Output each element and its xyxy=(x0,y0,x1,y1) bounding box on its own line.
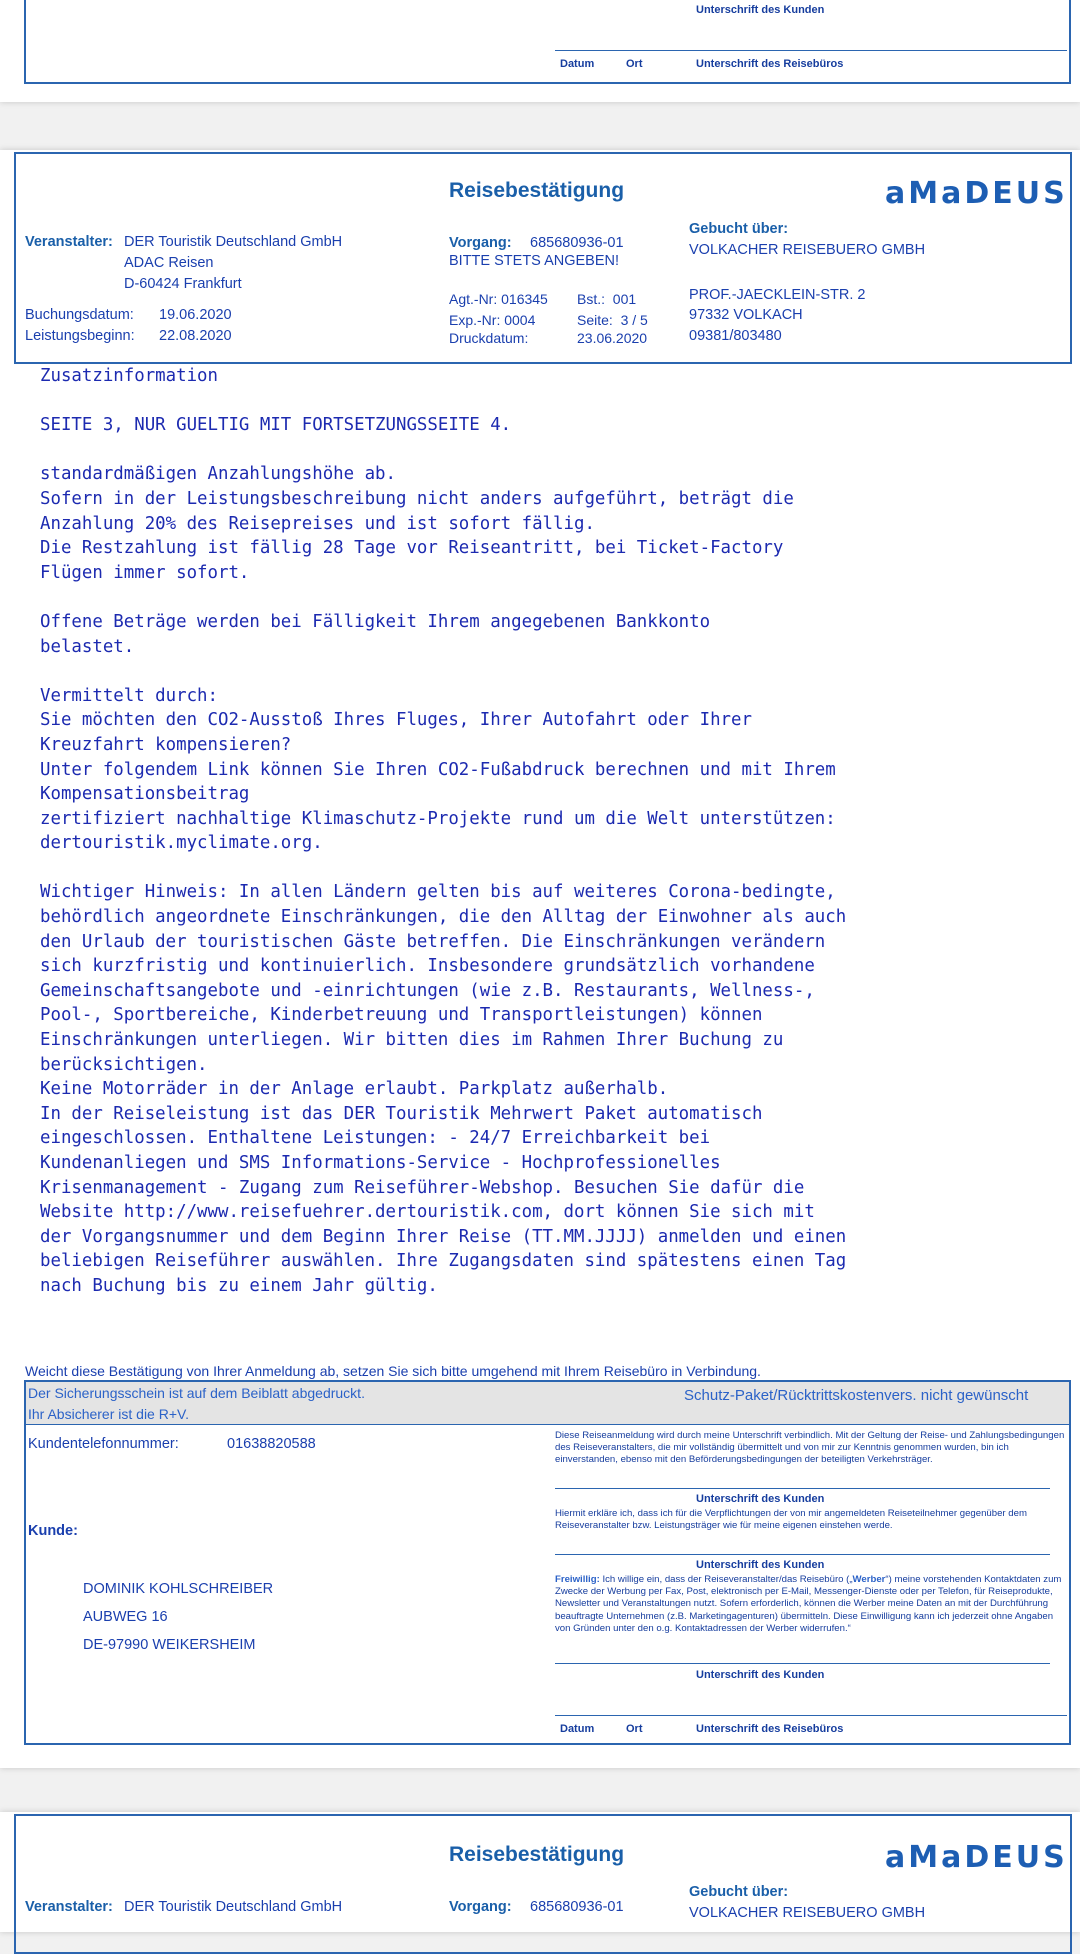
body-line: Kompensationsbeitrag xyxy=(40,784,250,805)
previous-page-signature-box xyxy=(24,0,1071,84)
consent-werber: Werber xyxy=(852,1574,886,1585)
previous-place-label: Ort xyxy=(626,58,643,70)
terms-text: Diese Reiseanmeldung wird durch meine Unterschrift verbindlich. Mit der Geltung der Reise- und Zahlungsbedingungen des Reiseveranstalters, die mir vollständig übermittelt und von mir zur Kenntnis genommen wurden, bin ich einverstanden, ebenso mit den Beförderungsbedingungen der beteiligten Verkehrsträger. xyxy=(555,1430,1065,1466)
body-line: Sie möchten den CO2-Ausstoß Ihres Fluges, Ihrer Autofahrt oder Ihrer xyxy=(40,710,752,731)
booking-date-label: Buchungsdatum: xyxy=(25,307,134,323)
service-start-date: 22.08.2020 xyxy=(159,328,232,344)
body-text xyxy=(40,364,846,1299)
body-line: dertouristik.myclimate.org. xyxy=(40,833,323,854)
body-line: behördlich angeordnete Einschränkungen, die den Alltag der Einwohner als auch xyxy=(40,907,847,928)
next-document-title: Reisebestätigung xyxy=(449,1843,625,1866)
expedient-number: Exp.-Nr: 0004 xyxy=(449,312,536,328)
consent-text-part-2: “) meine vorstehenden Kontaktdaten zum Zwecke der Werbung per Fax, Post, elektronisch per E-Mail, Messenger-Dienste oder per Telefon, für Reiseprodukte, Newsletter und Veranstaltungen nutzt. Sofern erforderlich, können die Werber meine Daten an mit der Durchführung beauftragte Unternehmen (z.B. Marketingagenturen) übermitteln. Diese Einwilligung kann ich jederzeit ohne Angaben von Gründen unter den o.g. Kontaktadressen der Werber widerrufen.“ xyxy=(555,1574,1062,1634)
customer-signature-line-1 xyxy=(555,1488,1050,1489)
body-line: standardmäßigen Anzahlungshöhe ab. xyxy=(40,464,396,485)
grey-band-divider xyxy=(26,1424,1069,1425)
body-line: Kundenanliegen und SMS Informations-Service - Hochprofessionelles xyxy=(40,1153,721,1173)
body-line: SEITE 3, NUR GUELTIG MIT FORTSETZUNGSSEITE 4. xyxy=(40,415,512,436)
previous-date-label: Datum xyxy=(560,58,595,70)
customer-signature-label-3: Unterschrift des Kunden xyxy=(696,1669,825,1681)
organizer-label: Veranstalter: xyxy=(25,234,113,250)
process-number: 685680936-01 xyxy=(530,235,624,251)
body-line: Die Restzahlung ist fällig 28 Tage vor Reiseantritt, bei Ticket-Factory xyxy=(40,538,784,559)
agency-signature-line xyxy=(555,1715,1067,1716)
body-line: den Urlaub der touristischen Gäste betreffen. Die Einschränkungen verändern xyxy=(40,931,826,952)
customer-label-text: Kunde xyxy=(28,1523,74,1539)
customer-signature-line-2 xyxy=(555,1554,1050,1555)
body-line: In der Reiseleistung ist das DER Touristik Mehrwert Paket automatisch xyxy=(40,1103,763,1124)
next-agency-name: VOLKACHER REISEBUERO GMBH xyxy=(689,1905,926,1921)
insurer-note: Ihr Absicherer ist die R+V. xyxy=(28,1406,189,1422)
body-line xyxy=(40,585,846,610)
previous-page xyxy=(0,0,1080,102)
body-line xyxy=(40,389,846,414)
print-date-label: Druckdatum: xyxy=(449,330,529,346)
body-line: Website http://www.reisefuehrer.dertouristik.com, dort können Sie sich mit xyxy=(40,1202,815,1223)
process-note: BITTE STETS ANGEBEN! xyxy=(449,253,620,269)
agency-signature-label: Unterschrift des Reisebüros xyxy=(696,1723,844,1735)
body-line: Offene Beträge werden bei Fälligkeit Ihrem angegebenen Bankkonto xyxy=(40,611,711,632)
body-line: der Vorgangsnummer und dem Beginn Ihrer Reise (TT.MM.JJJJ) anmelden und einen xyxy=(40,1226,847,1247)
body-line: Vermittelt durch: xyxy=(40,685,218,706)
page-indicator: Seite: 3 / 5 xyxy=(577,312,648,328)
body-line: Sofern in der Leistungsbeschreibung nicht anders aufgeführt, beträgt die xyxy=(40,488,794,509)
customer-signature-label-1: Unterschrift des Kunden xyxy=(696,1493,825,1505)
deviation-note: Weicht diese Bestätigung von Ihrer Anmeldung ab, setzen Sie sich bitte umgehend mit Ihrem Reisebüro in Verbindung. xyxy=(25,1363,761,1379)
organizer-city: D-60424 Frankfurt xyxy=(124,276,242,292)
body-line: Keine Motorräder in der Anlage erlaubt. Parkplatz außerhalb. xyxy=(40,1079,669,1100)
agency-city: 97332 VOLKACH xyxy=(689,307,803,323)
document-title: Reisebestätigung xyxy=(449,179,625,202)
body-line: Wichtiger Hinweis: In allen Ländern gelten bis auf weiteres Corona-bedingte, xyxy=(40,882,836,903)
service-start-label: Leistungsbeginn: xyxy=(25,328,135,344)
body-line: Pool-, Sportbereiche, Kinderbetreuung und Transportleistungen) können xyxy=(40,1005,763,1026)
body-line: eingeschlossen. Enthaltene Leistungen: - 24/7 Erreichbarkeit bei xyxy=(40,1128,711,1149)
next-booked-via-label: Gebucht über: xyxy=(689,1884,789,1900)
body-line: Anzahlung 20% des Reisepreises und ist sofort fällig. xyxy=(40,513,595,534)
organizer-brand: ADAC Reisen xyxy=(124,255,214,271)
agency-name: VOLKACHER REISEBUERO GMBH xyxy=(689,242,926,258)
previous-signature-line xyxy=(555,50,1067,51)
agent-number: Agt.-Nr: 016345 xyxy=(449,291,548,307)
customer-signature-line-3 xyxy=(555,1663,1050,1664)
customer-signature-label-2: Unterschrift des Kunden xyxy=(696,1559,825,1571)
consent-text-part-1: Ich willige ein, dass der Reiseveranstalter/das Reisebüro („ xyxy=(599,1574,853,1585)
organizer-name: DER Touristik Deutschland GmbH xyxy=(124,234,343,250)
next-process-label: Vorgang: xyxy=(449,1899,512,1915)
body-line xyxy=(40,659,846,684)
date-label: Datum xyxy=(560,1723,595,1735)
body-line: zertifiziert nachhaltige Klimaschutz-Projekte rund um die Welt unterstützen: xyxy=(40,808,836,829)
print-date: 23.06.2020 xyxy=(577,330,648,346)
body-line xyxy=(40,856,846,881)
booking-date: 19.06.2020 xyxy=(159,307,232,323)
document-page xyxy=(0,150,1080,1768)
body-line: berücksichtigen. xyxy=(40,1054,208,1075)
office-number: Bst.: 001 xyxy=(577,291,637,307)
customer-city: DE-97990 WEIKERSHEIM xyxy=(83,1637,256,1653)
customer-label: Kunde: xyxy=(28,1523,78,1539)
next-organizer-name: DER Touristik Deutschland GmbH xyxy=(124,1899,343,1915)
body-line: belastet. xyxy=(40,636,135,657)
body-line: Zusatzinformation xyxy=(40,366,218,386)
security-note: Der Sicherungsschein ist auf dem Beiblatt abgedruckt. xyxy=(28,1385,365,1401)
consent-text xyxy=(555,1574,1065,1635)
place-label: Ort xyxy=(626,1723,643,1735)
next-page xyxy=(0,1812,1080,1932)
customer-street: AUBWEG 16 xyxy=(83,1609,168,1625)
protection-note: Schutz-Paket/Rücktrittskostenvers. nicht gewünscht xyxy=(684,1387,1029,1404)
previous-agency-signature-label: Unterschrift des Reisebüros xyxy=(696,58,844,70)
customer-phone: 01638820588 xyxy=(227,1436,316,1452)
agency-phone: 09381/803480 xyxy=(689,328,782,344)
body-line: Flügen immer sofort. xyxy=(40,562,250,583)
body-line: Gemeinschaftsangebote und -einrichtungen (wie z.B. Restaurants, Wellness-, xyxy=(40,980,815,1001)
liability-text: Hiermit erkläre ich, dass ich für die Verpflichtungen der von mir angemeldeten Reiseteilnehmer gegenüber dem Reiseveranstalter bzw. Leistungsträger wie für meine eigenen einstehen werde. xyxy=(555,1508,1027,1532)
body-line: Kreuzfahrt kompensieren? xyxy=(40,734,292,755)
phone-label: Kundentelefonnummer: xyxy=(28,1436,179,1452)
next-organizer-label: Veranstalter: xyxy=(25,1899,113,1915)
body-line: Einschränkungen unterliegen. Wir bitten dies im Rahmen Ihrer Buchung zu xyxy=(40,1030,784,1051)
body-line: Unter folgendem Link können Sie Ihren CO2-Fußabdruck berechnen und mit Ihrem xyxy=(40,759,836,780)
body-line: beliebigen Reiseführer auswählen. Ihre Zugangsdaten sind spätestens einen Tag xyxy=(40,1251,847,1272)
previous-customer-signature-label: Unterschrift des Kunden xyxy=(696,4,825,16)
amadeus-logo: aMaDEUS xyxy=(885,176,1068,211)
process-label: Vorgang: xyxy=(449,235,512,251)
next-amadeus-logo: aMaDEUS xyxy=(885,1840,1068,1875)
booked-via-label: Gebucht über: xyxy=(689,221,789,237)
agency-street: PROF.-JAECKLEIN-STR. 2 xyxy=(689,287,866,303)
customer-name: DOMINIK KOHLSCHREIBER xyxy=(83,1581,274,1597)
body-line xyxy=(40,438,846,463)
body-line: Krisenmanagement - Zugang zum Reiseführer-Webshop. Besuchen Sie dafür die xyxy=(40,1177,805,1198)
next-process-number: 685680936-01 xyxy=(530,1899,624,1915)
next-header-box xyxy=(14,1814,1072,1954)
consent-label: Freiwillig: xyxy=(555,1574,600,1585)
body-line: sich kurzfristig und kontinuierlich. Insbesondere grundsätzlich vorhandene xyxy=(40,956,815,977)
body-line: nach Buchung bis zu einem Jahr gültig. xyxy=(40,1275,438,1296)
